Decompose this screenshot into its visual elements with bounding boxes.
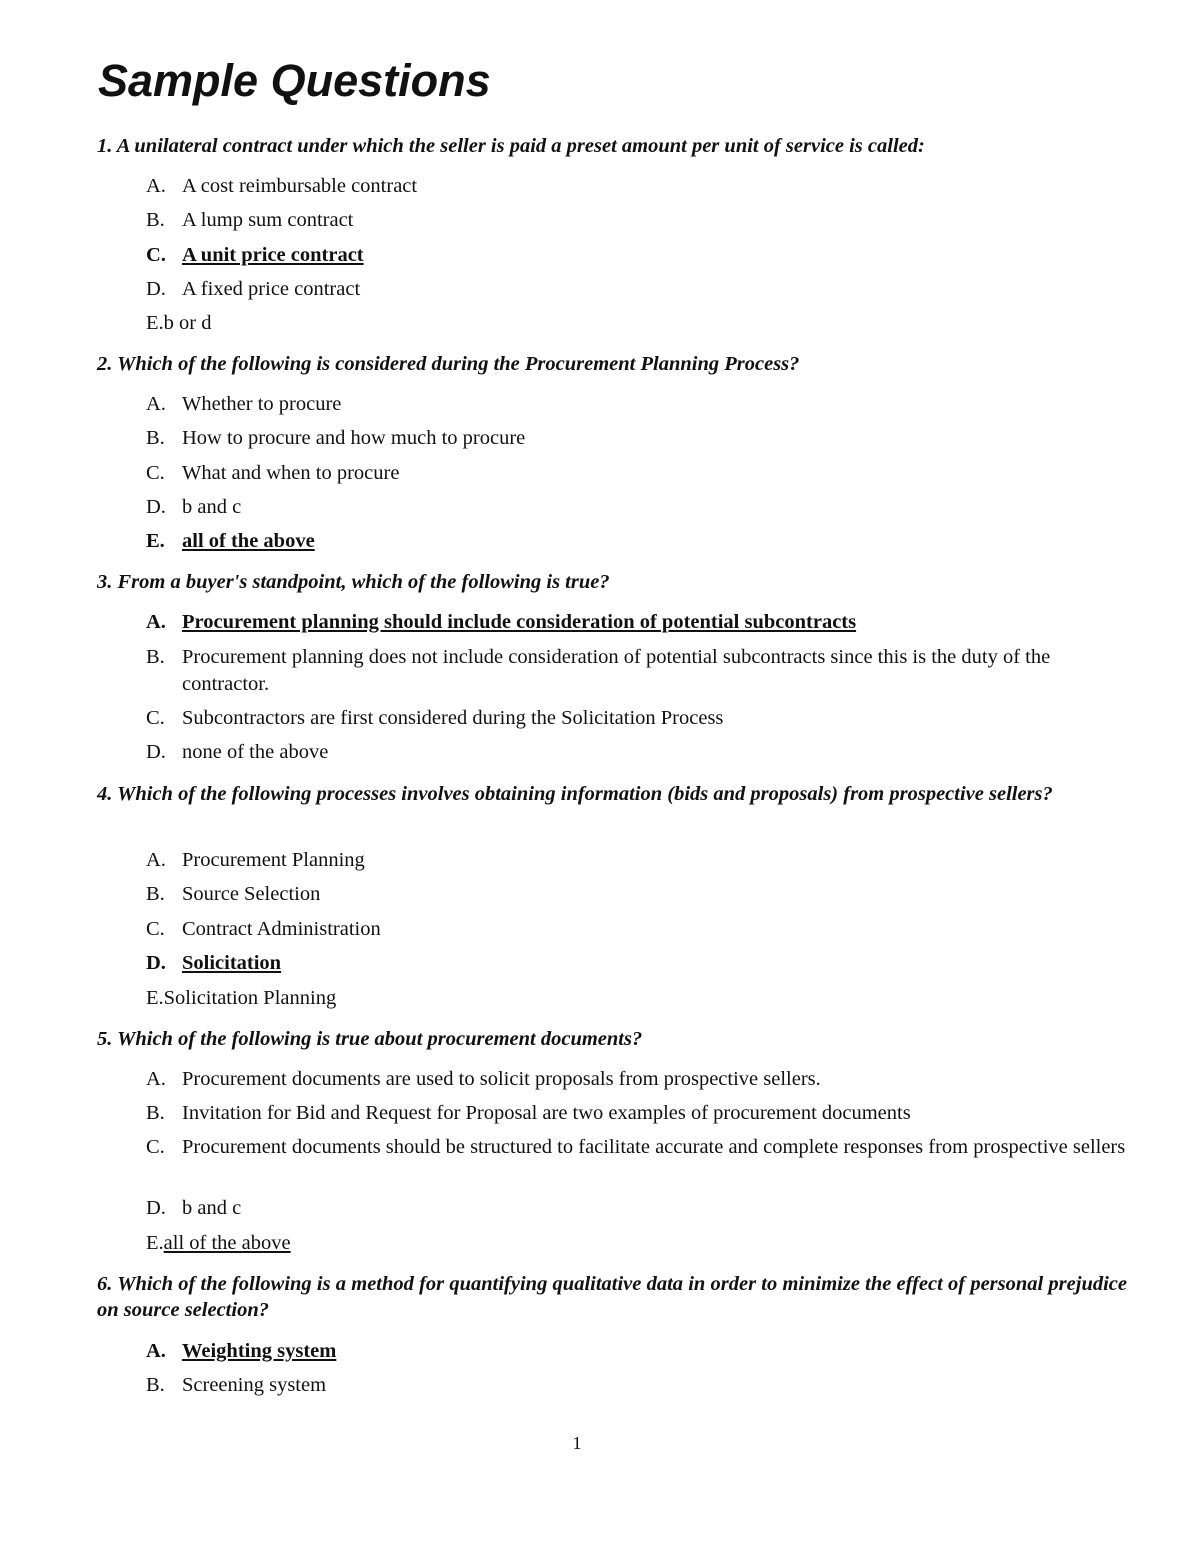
option-6b [146, 1372, 1126, 1399]
option-text: b and c [182, 1197, 242, 1219]
question-4: 4. Which of the following processes involves obtaining information (bids and proposals) from prospective sellers? [97, 783, 1053, 805]
option-text: A cost reimbursable contract [182, 175, 418, 197]
option-letter: C. [146, 462, 165, 484]
option-2b [146, 425, 1126, 452]
question-1: 1. A unilateral contract under which the seller is paid a preset amount per unit of service is called: [97, 135, 925, 157]
option-text: Invitation for Bid and Request for Proposal are two examples of procurement documents [182, 1102, 911, 1124]
option-text: A unit price contract [182, 244, 364, 266]
option-5c [146, 1134, 1126, 1161]
option-6a-correct-answer [146, 1338, 1126, 1365]
option-text: A lump sum contract [182, 209, 354, 231]
option-letter: D. [146, 1197, 166, 1219]
option-letter: A. [146, 175, 166, 197]
option-letter: E. [146, 312, 164, 334]
question-6: 6. Which of the following is a method for quantifying qualitative data in order to minimize the effect of personal prejudice on source selection? [97, 1273, 1127, 1321]
option-5e-correct-answer [146, 1230, 1126, 1257]
option-letter: C. [146, 244, 166, 266]
option-letter: A. [146, 849, 166, 871]
option-1a [146, 173, 1126, 200]
option-letter: B. [146, 1102, 165, 1124]
option-3a-correct-answer [146, 609, 1126, 636]
option-text: How to procure and how much to procure [182, 427, 526, 449]
option-letter: D. [146, 741, 166, 763]
option-text: A fixed price contract [182, 278, 361, 300]
option-4e [146, 985, 1126, 1012]
option-text: Subcontractors are first considered during the Solicitation Process [182, 707, 724, 729]
option-text: Procurement documents are used to solicit proposals from prospective sellers. [182, 1068, 821, 1090]
option-1c-correct-answer [146, 242, 1126, 269]
option-letter: E. [146, 530, 165, 552]
option-text: Whether to procure [182, 393, 342, 415]
option-text: all of the above [163, 1232, 291, 1254]
option-4b [146, 881, 1126, 908]
option-letter: C. [146, 918, 165, 940]
option-text: Procurement planning does not include consideration of potential subcontracts since this is the duty of the contractor. [182, 646, 1051, 695]
option-5d [146, 1195, 1126, 1222]
option-letter: D. [146, 278, 166, 300]
option-text: b and c [182, 496, 242, 518]
option-letter: B. [146, 1374, 165, 1396]
option-2a [146, 391, 1126, 418]
option-4c [146, 916, 1126, 943]
question-2: 2. Which of the following is considered during the Procurement Planning Process? [97, 353, 800, 375]
page-title: Sample Questions [98, 55, 491, 106]
option-letter: B. [146, 883, 165, 905]
option-letter: E. [146, 987, 164, 1009]
option-letter: B. [146, 427, 165, 449]
option-3c [146, 705, 1126, 732]
option-2c [146, 460, 1126, 487]
option-text: b or d [163, 312, 212, 334]
option-text: Screening system [182, 1374, 327, 1396]
option-letter: A. [146, 1068, 166, 1090]
page-number: 1 [572, 1433, 582, 1453]
option-3b [146, 644, 1126, 698]
option-4a [146, 847, 1126, 874]
option-text: Weighting system [182, 1340, 337, 1362]
option-1d [146, 276, 1126, 303]
option-2e-correct-answer [146, 528, 1126, 555]
option-5a [146, 1066, 1126, 1093]
option-text: Procurement planning should include consideration of potential subcontracts [182, 611, 857, 633]
option-letter: B. [146, 209, 165, 231]
option-letter: C. [146, 707, 165, 729]
option-3d [146, 739, 1126, 766]
option-text: Procurement Planning [182, 849, 365, 871]
option-letter: C. [146, 1136, 165, 1158]
option-letter: D. [146, 952, 166, 974]
option-text: Solicitation [182, 952, 282, 974]
option-text: Contract Administration [182, 918, 381, 940]
option-letter: E. [146, 1232, 164, 1254]
option-5b [146, 1100, 1126, 1127]
option-letter: A. [146, 611, 166, 633]
option-1e [146, 310, 1126, 337]
option-text: none of the above [182, 741, 329, 763]
option-letter: B. [146, 646, 165, 668]
question-5: 5. Which of the following is true about procurement documents? [97, 1028, 643, 1050]
option-text: Procurement documents should be structured to facilitate accurate and complete responses from prospective sellers [182, 1136, 1126, 1158]
option-text: all of the above [182, 530, 315, 552]
option-text: What and when to procure [182, 462, 400, 484]
option-2d [146, 494, 1126, 521]
option-4d-correct-answer [146, 950, 1126, 977]
option-text: Solicitation Planning [163, 987, 337, 1009]
option-text: Source Selection [182, 883, 321, 905]
option-letter: A. [146, 393, 166, 415]
option-1b [146, 207, 1126, 234]
question-3: 3. From a buyer's standpoint, which of the following is true? [97, 571, 610, 593]
option-letter: A. [146, 1340, 166, 1362]
option-letter: D. [146, 496, 166, 518]
